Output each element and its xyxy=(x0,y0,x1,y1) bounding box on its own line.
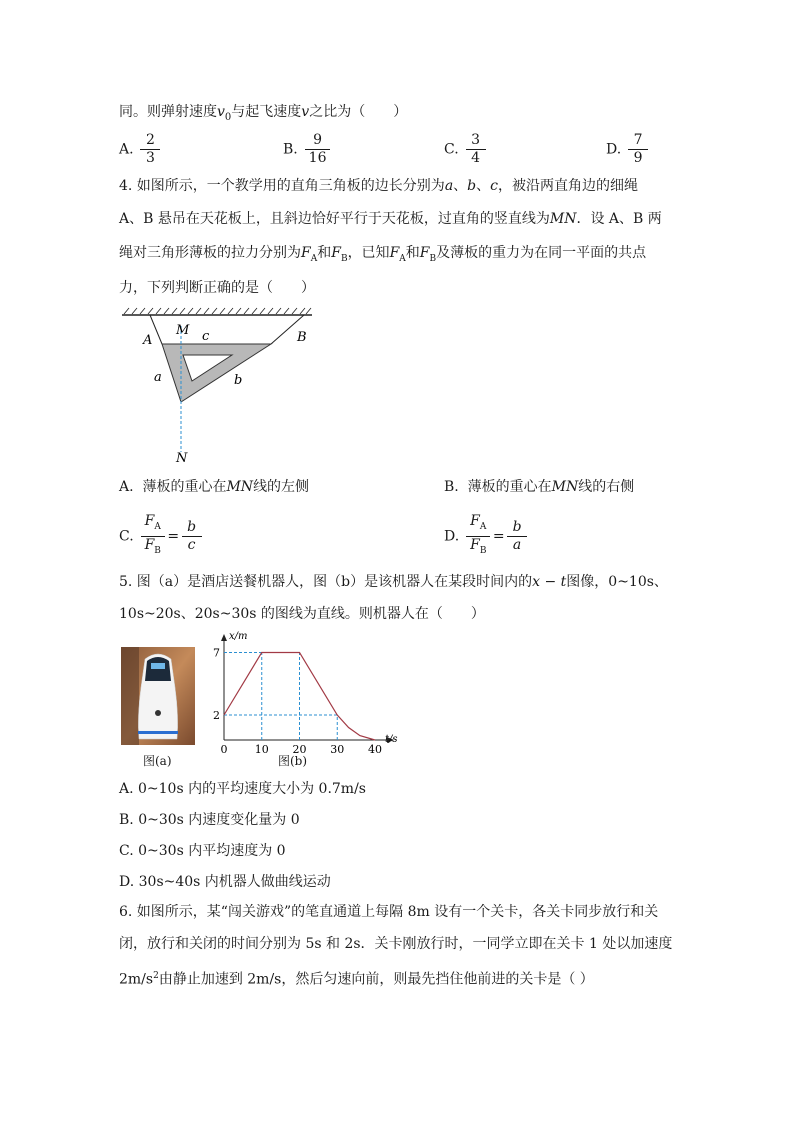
q5-option-b[interactable]: B. 0~30s 内速度变化量为 0 xyxy=(119,812,300,828)
var-v: v xyxy=(301,104,310,120)
numerator: 7 xyxy=(633,132,643,148)
robot-photo xyxy=(121,647,195,745)
q4-text: 4. 如图所示，一个教学用的直角三角板的边长分别为 xyxy=(119,178,445,194)
q5-stem-line-2 xyxy=(119,604,485,624)
label-m: M xyxy=(176,323,190,338)
q3-option-a[interactable] xyxy=(119,132,158,167)
option-label: B. xyxy=(283,141,298,158)
var-f: F xyxy=(331,245,341,261)
q3-option-d[interactable] xyxy=(606,132,646,167)
sub-a: A xyxy=(399,253,406,264)
label-b: B xyxy=(297,330,307,345)
fraction xyxy=(142,132,158,167)
label-side-b: b xyxy=(234,373,243,388)
var-f: F xyxy=(144,513,155,529)
label-a: A xyxy=(143,333,153,348)
caption-b: 图(b) xyxy=(278,754,308,768)
label-side-c: c xyxy=(202,329,210,344)
sub-a: A xyxy=(154,521,161,532)
sub-b: B xyxy=(154,545,161,556)
var-b: b xyxy=(467,178,477,194)
var-mn: MN xyxy=(549,211,577,227)
option-label: B. xyxy=(444,479,459,495)
var-x-t: x − t xyxy=(532,574,567,590)
q4-option-b[interactable] xyxy=(444,477,634,497)
label-side-a: a xyxy=(154,370,162,385)
q6-stem-line-2: 闭，放行和关闭的时间分别为 5s 和 2s．关卡刚放行时，一同学立即在关卡 1 处以加速度 xyxy=(119,936,673,952)
denominator: 16 xyxy=(308,150,327,166)
q5-text: 10s~20s、20s~30s 的图线为直线。则机器人在（ ） xyxy=(119,606,485,622)
q4-stem-line-4 xyxy=(119,278,315,298)
q6-stem-line-1: 6. 如图所示，某“闯关游戏”的笔直通道上每隔 8m 设有一个关卡，各关卡同步放行和关 xyxy=(119,904,659,920)
q4-text: ，被沿两直角边的细绳 xyxy=(497,178,638,194)
numerator: b xyxy=(187,518,197,535)
q6-text: 2m/s xyxy=(119,971,154,988)
option-label: A. xyxy=(119,479,134,495)
var-v0: v xyxy=(217,104,225,120)
q5-option-a[interactable]: A. 0~10s 内的平均速度大小为 0.7m/s xyxy=(119,781,366,797)
sub-b: B xyxy=(479,545,487,556)
option-text: 薄板的重心在 xyxy=(142,479,227,495)
y-axis-arrow xyxy=(221,634,227,641)
equals-sign: = xyxy=(492,528,505,545)
q3-text: 与起飞速度 xyxy=(231,104,302,120)
q4-text: 和 xyxy=(317,245,332,261)
q4-text: 力，下列判断正确的是（ ） xyxy=(119,280,315,296)
caption-a: 图(a) xyxy=(143,754,172,768)
var-f: F xyxy=(470,513,480,529)
q5-option-c[interactable]: C. 0~30s 内平均速度为 0 xyxy=(119,843,286,859)
q6-text: 由静止加速到 2m/s，然后匀速向前，则最先挡住他前进的关卡是（ ） xyxy=(158,971,594,988)
var-f: F xyxy=(419,245,430,261)
fraction-ratio xyxy=(509,519,525,554)
q4-option-a[interactable] xyxy=(119,477,309,497)
var-f: F xyxy=(144,536,155,553)
q4-text: 绳对三角形薄板的拉力分别为 xyxy=(119,245,301,261)
denominator: c xyxy=(187,536,196,553)
equals-sign: = xyxy=(167,528,180,545)
option-text: 薄板的重心在 xyxy=(467,479,552,495)
x-tick-label: 40 xyxy=(368,743,382,756)
x-tick-label: 0 xyxy=(220,743,228,756)
q4-stem-line-1 xyxy=(119,176,638,196)
q4-text: A、B 悬吊在天花板上，且斜边恰好平行于天花板，过直角的竖直线为 xyxy=(119,211,550,227)
q3-text: 同。则弹射速度 xyxy=(119,104,217,120)
denominator: 3 xyxy=(146,150,155,166)
label-n: N xyxy=(176,451,188,466)
option-label: C. xyxy=(119,528,134,545)
y-tick-label: 2 xyxy=(213,709,220,722)
option-text: 线的左侧 xyxy=(253,479,310,495)
denominator: 9 xyxy=(633,150,643,166)
var-mn: MN xyxy=(226,479,254,495)
triangle-plate xyxy=(162,344,271,402)
x-tick-label: 20 xyxy=(292,743,307,756)
triangle-figure xyxy=(118,306,318,470)
option-label: D. xyxy=(606,141,622,158)
sub-0: 0 xyxy=(224,111,232,123)
var-c: c xyxy=(490,178,498,194)
var-f: F xyxy=(389,245,400,261)
q5-text: 图像，0~10s、 xyxy=(566,574,668,590)
x-tick-label: 10 xyxy=(254,743,269,756)
q3-text: 之比为（ ） xyxy=(309,104,408,120)
option-text: 线的右侧 xyxy=(578,479,635,495)
fraction xyxy=(468,132,484,167)
numerator: b xyxy=(512,518,522,535)
q5-text: 5. 图（a）是酒店送餐机器人，图（b）是该机器人在某段时间内的 xyxy=(119,574,533,590)
q4-text: ，已知 xyxy=(347,245,390,261)
ceiling xyxy=(122,308,312,315)
denominator: 4 xyxy=(471,150,481,166)
numerator: 9 xyxy=(313,132,323,148)
sub-b: B xyxy=(429,253,437,264)
q3-option-b[interactable] xyxy=(283,132,328,167)
option-label: D. xyxy=(444,528,460,545)
fraction xyxy=(630,132,646,167)
q4-text: 和 xyxy=(405,245,420,261)
q5-stem-line-1 xyxy=(119,572,668,592)
sub-b: B xyxy=(340,253,348,264)
xt-chart xyxy=(212,630,402,756)
var-a: a xyxy=(444,178,454,194)
q4-option-c[interactable] xyxy=(119,513,200,560)
q4-stem-line-3 xyxy=(119,243,646,269)
fraction-fa-fb xyxy=(468,513,488,560)
fraction xyxy=(307,132,329,167)
q4-stem-line-2 xyxy=(119,209,662,229)
position-curve xyxy=(224,653,375,741)
var-mn: MN xyxy=(551,479,579,495)
superscript-2: 2 xyxy=(153,971,159,981)
guide-lines xyxy=(224,653,337,741)
fraction-ratio xyxy=(184,519,200,554)
q4-option-d[interactable] xyxy=(444,513,525,560)
var-f: F xyxy=(470,536,480,553)
var-f: F xyxy=(301,245,311,261)
separator: 、 xyxy=(453,178,468,194)
separator: 、 xyxy=(476,178,491,194)
y-tick-label: 7 xyxy=(213,646,220,660)
q6-stem-line-3 xyxy=(119,966,594,990)
q3-option-c[interactable] xyxy=(444,132,484,167)
option-label: C. xyxy=(444,141,459,158)
numerator: 2 xyxy=(146,132,155,148)
q5-option-d[interactable]: D. 30s~40s 内机器人做曲线运动 xyxy=(119,874,331,890)
fraction-fa-fb xyxy=(143,513,163,560)
q3-stem-line xyxy=(119,102,407,128)
option-label: A. xyxy=(119,141,134,158)
denominator: a xyxy=(512,536,522,553)
sub-a: A xyxy=(310,253,318,264)
q4-text: 及薄板的重力为在同一平面的共点 xyxy=(436,245,647,261)
x-tick-label: 30 xyxy=(330,743,345,756)
numerator: 3 xyxy=(471,132,481,148)
x-axis-label: t/s xyxy=(385,734,398,745)
q4-text: ．设 A、B 两 xyxy=(576,211,662,227)
y-axis-label: x/m xyxy=(229,631,248,642)
sub-a: A xyxy=(479,521,487,532)
